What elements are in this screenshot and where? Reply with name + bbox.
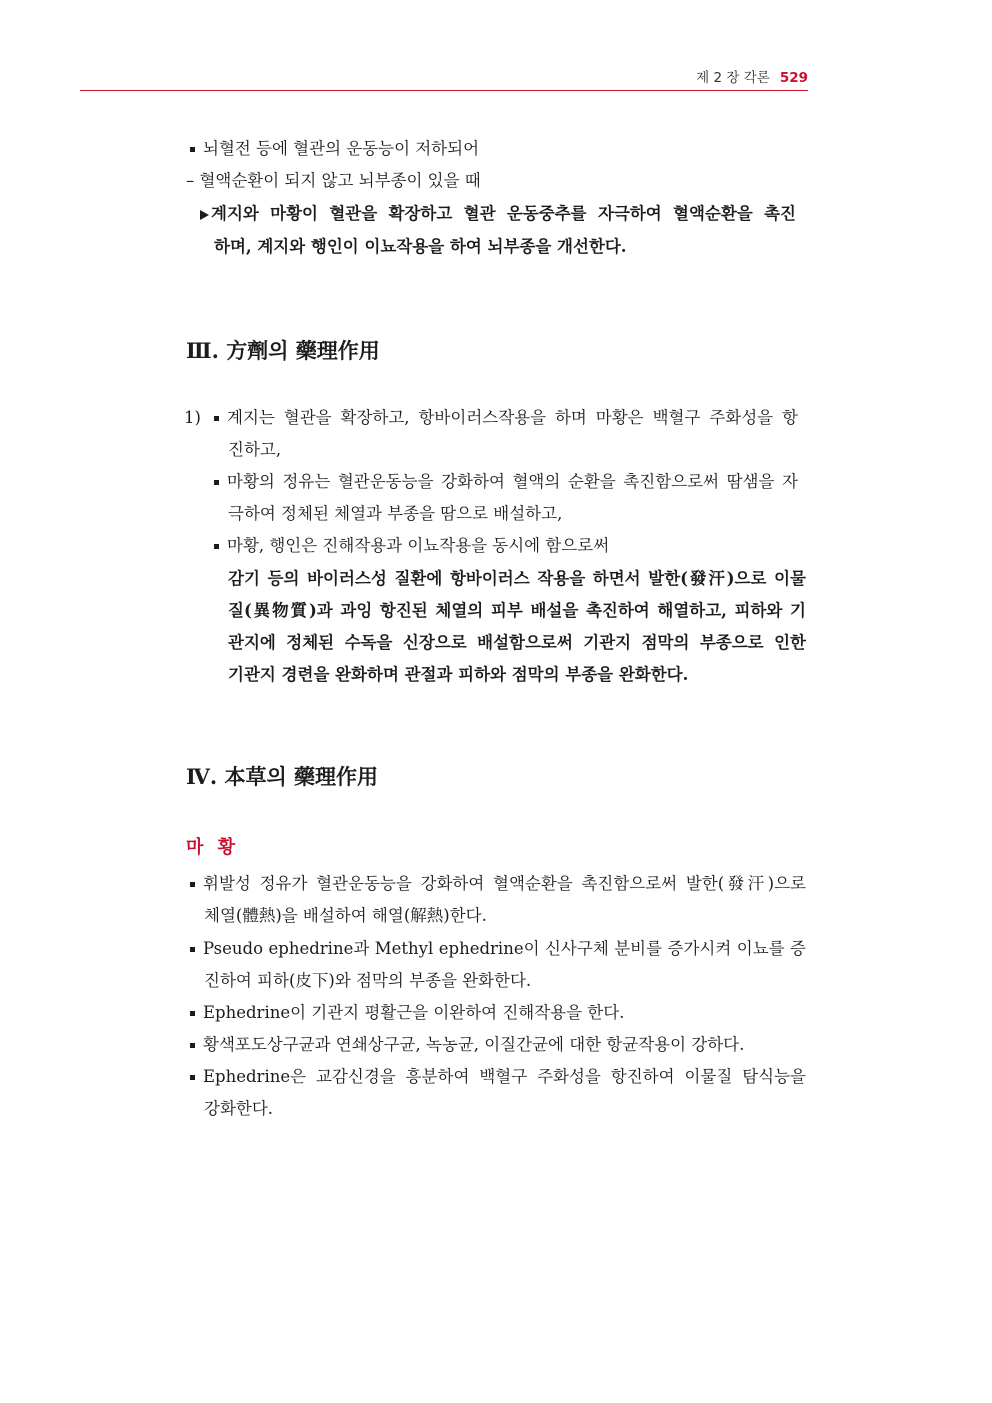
page-number: 529 — [779, 70, 808, 86]
bullet-icon — [214, 544, 219, 549]
s4-bullet-5-line-2: 강화한다. — [204, 1099, 274, 1118]
arrow-right-icon — [200, 210, 209, 220]
intro-bullet-1: 뇌혈전 등에 혈관의 운동능이 저하되어 — [190, 138, 479, 160]
s4-bullet-2-line-1: Pseudo ephedrine과 Methyl ephedrine이 신사구체 분비를 증가시켜 이뇨를 증 — [190, 938, 806, 960]
s3-paragraph-line-4: 기관지 경련을 완화하며 관절과 피하와 점막의 부종을 완화한다. — [228, 665, 689, 684]
s3-bullet-2-line-2: 극하여 정체된 체열과 부종을 땀으로 배설하고, — [228, 504, 563, 523]
s4-bullet-2-line-2: 진하여 피하(皮下)와 점막의 부종을 완화한다. — [204, 971, 532, 990]
s3-paragraph-line-2: 질(異物質)과 과잉 항진된 체열의 피부 배설을 촉진하여 해열하고, 피하와 기 — [228, 601, 806, 620]
intro-dash-line: – 혈액순환이 되지 않고 뇌부종이 있을 때 — [186, 171, 481, 190]
s3-paragraph-line-3: 관지에 정체된 수독을 신장으로 배설함으로써 기관지 점막의 부종으로 인한 — [228, 633, 806, 652]
section-3-title: Ⅲ. 方劑의 藥理作用 — [186, 338, 380, 363]
s3-bullet-3-line-1: 마황, 행인은 진해작용과 이뇨작용을 동시에 함으로써 — [214, 535, 609, 557]
page-header — [80, 66, 808, 91]
bullet-icon — [190, 1011, 195, 1016]
section-4-title: Ⅳ. 本草의 藥理作用 — [186, 764, 379, 789]
bullet-icon — [190, 882, 195, 887]
intro-arrow-line-1: 계지와 마황이 혈관을 확장하고 혈관 운동중추를 자극하여 혈액순환을 촉진 — [200, 203, 796, 225]
bullet-icon — [190, 947, 195, 952]
s3-bullet-1-line-2: 진하고, — [228, 440, 282, 459]
section-3-item-number: 1) — [184, 408, 201, 427]
s3-bullet-1-line-1: 계지는 혈관을 확장하고, 항바이러스작용을 하며 마황은 백혈구 주화성을 항 — [214, 407, 798, 429]
s4-bullet-4: 황색포도상구균과 연쇄상구균, 녹농균, 이질간균에 대한 항균작용이 강하다. — [190, 1034, 744, 1056]
bullet-icon — [190, 1043, 195, 1048]
bullet-icon — [214, 416, 219, 421]
s4-bullet-3: Ephedrine이 기관지 평활근을 이완하여 진해작용을 한다. — [190, 1002, 624, 1024]
intro-arrow-line-2: 하며, 계지와 행인이 이뇨작용을 하여 뇌부종을 개선한다. — [214, 237, 627, 256]
s4-bullet-1-line-2: 체열(體熱)을 배설하여 해열(解熱)한다. — [204, 906, 487, 925]
bullet-icon — [190, 1075, 195, 1080]
herb-subtitle: 마 황 — [186, 837, 240, 858]
bullet-icon — [214, 480, 219, 485]
bullet-icon — [190, 147, 195, 152]
s4-bullet-5-line-1: Ephedrine은 교감신경을 흥분하여 백혈구 주화성을 항진하여 이물질 탐식능을 — [190, 1066, 806, 1088]
chapter-label: 제 2 장 각론 — [696, 70, 770, 86]
s3-paragraph-line-1: 감기 등의 바이러스성 질환에 항바이러스 작용을 하면서 발한(發汗)으로 이물 — [228, 569, 806, 588]
s4-bullet-1-line-1: 휘발성 정유가 혈관운동능을 강화하여 혈액순환을 촉진함으로써 발한(發汗)으로 — [190, 873, 806, 895]
s3-bullet-2-line-1: 마황의 정유는 혈관운동능을 강화하여 혈액의 순환을 촉진함으로써 땀샘을 자 — [214, 471, 798, 493]
